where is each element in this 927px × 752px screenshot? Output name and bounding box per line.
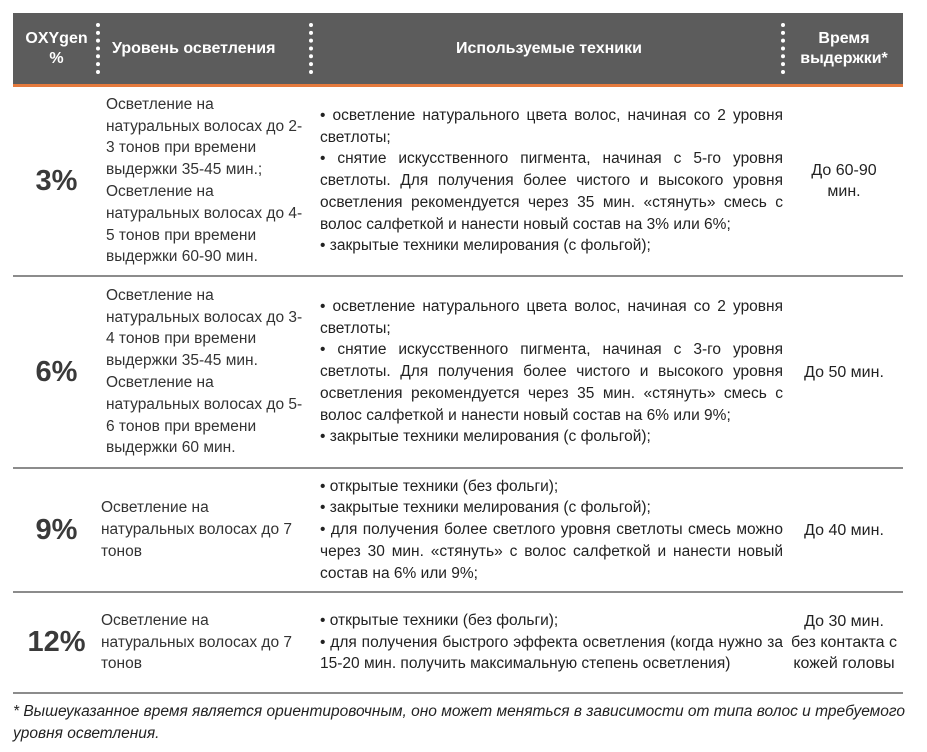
header-level: Уровень осветления <box>100 13 313 84</box>
lightening-table <box>13 13 903 694</box>
technique-item: • снятие искусственного пигмента, начиная с 3-го уровня светлоты. Для получения более чистого и высокого уровня осветления рекомендуется через 35 мин. «стянуть» смесь с волос салфеткой и нанести новый состав на 6% или 9%; <box>320 341 783 424</box>
techniques-cell <box>313 593 785 692</box>
time-cell: До 30 мин. без контакта с кожей головы <box>791 613 897 672</box>
table-header <box>13 13 903 84</box>
header-oxygen: OXYgen % <box>13 13 100 84</box>
level-cell: Осветление на натуральных волосах до 2-3 тонов при времени выдержки 35-45 мин.; Осветление на натуральных волосах до 4-5 тонов при времени выдержки 60-90 мин. <box>106 95 303 266</box>
technique-item: • закрытые техники мелирования (с фольгой); <box>320 499 651 517</box>
table-row <box>13 87 903 277</box>
technique-item: • снятие искусственного пигмента, начиная с 5-го уровня светлоты. Для получения более чистого и высокого уровня осветления рекомендуется через 35 мин. «стянуть» смесь с волос салфеткой и нанести новый состав на 3% или 6%; <box>320 150 783 233</box>
technique-item: • для получения быстрого эффекта осветления (когда нужно за 15-20 мин. получить максимальную степень осветления) <box>320 633 783 673</box>
level-cell: Осветление на натуральных волосах до 7 тонов <box>101 611 293 673</box>
level-cell: Осветление на натуральных волосах до 3-4 тонов при времени выдержки 35-45 мин. Осветление на натуральных волосах до 5-6 тонов при времени выдержки 60 мин. <box>106 286 303 457</box>
time-cell: До 50 мин. <box>804 363 884 381</box>
technique-item: • осветление натурального цвета волос, начиная со 2 уровня светлоты; <box>320 297 783 337</box>
time-cell: До 40 мин. <box>804 521 884 539</box>
table-row <box>13 593 903 694</box>
techniques-cell <box>313 277 785 467</box>
technique-item: • осветление натурального цвета волос, начиная со 2 уровня светлоты; <box>320 106 783 146</box>
techniques-cell <box>313 469 785 591</box>
technique-item: • закрытые техники мелирования (с фольгой); <box>320 428 651 446</box>
technique-item: • открытые техники (без фольги); <box>320 611 559 629</box>
time-cell: До 60-90 мин. <box>811 162 877 200</box>
level-cell: Осветление на натуральных волосах до 7 тонов <box>101 499 293 560</box>
percent-cell: 9% <box>35 513 78 546</box>
technique-item: • для получения более светлого уровня светлоты смесь можно через 30 мин. «стянуть» с волос салфеткой и нанести новый состав на 6% или 9%; <box>320 521 783 582</box>
percent-cell: 6% <box>35 355 78 388</box>
technique-item: • закрытые техники мелирования (с фольгой); <box>320 237 651 255</box>
percent-cell: 3% <box>35 164 78 197</box>
footnote: * Вышеуказанное время является ориентировочным, оно может меняться в зависимости от типа волос и требуемого уровня осветления. <box>13 703 905 742</box>
header-time: Время выдержки* <box>800 29 888 67</box>
percent-cell: 12% <box>27 626 86 658</box>
techniques-cell <box>313 87 785 275</box>
technique-item: • открытые техники (без фольги); <box>320 477 559 495</box>
header-techniques: Используемые техники <box>313 13 785 84</box>
table-row <box>13 469 903 593</box>
table-row <box>13 277 903 469</box>
